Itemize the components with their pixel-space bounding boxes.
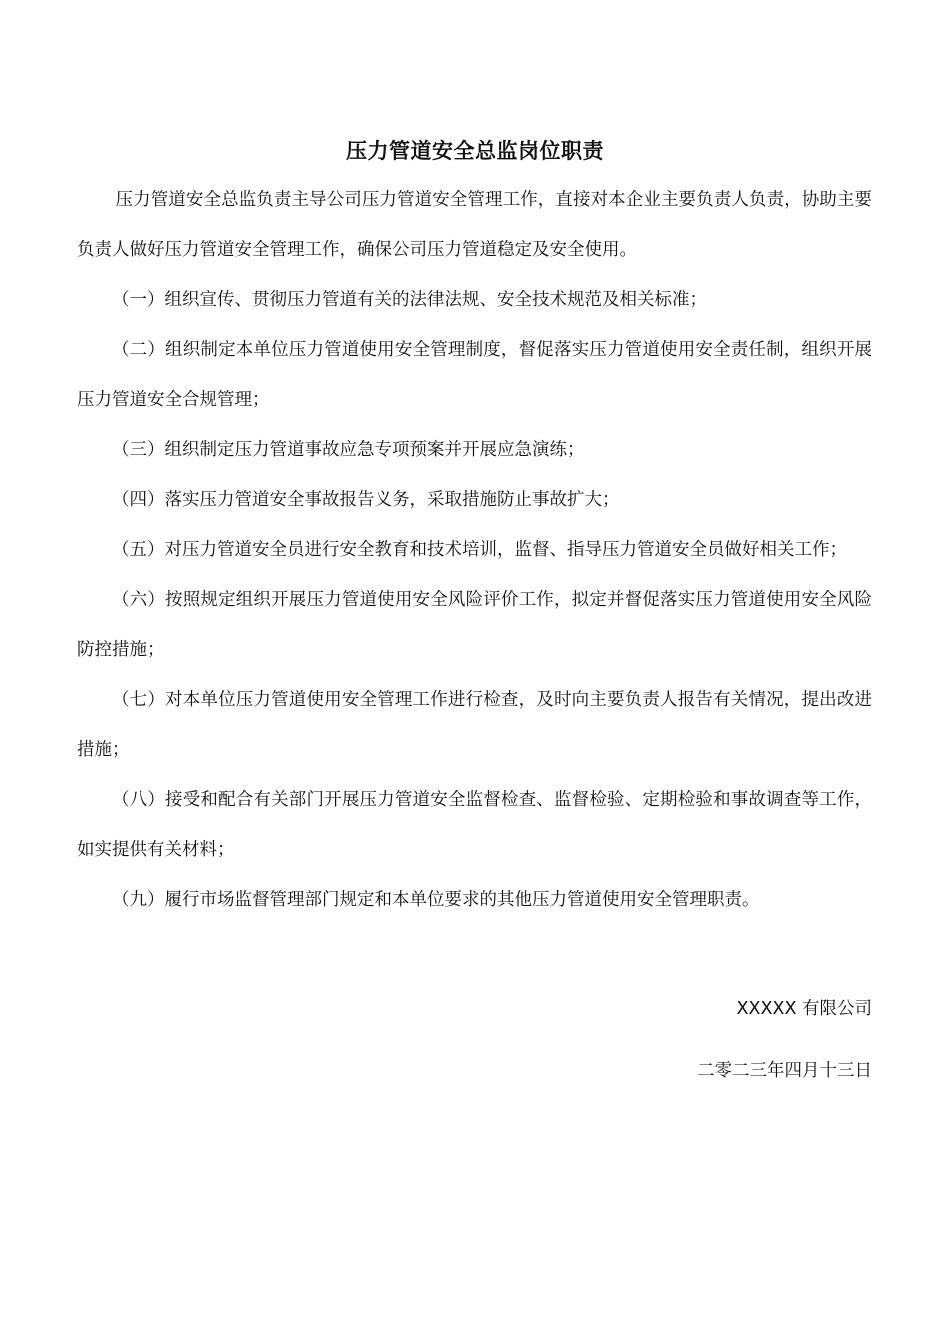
document-date: 二零二三年四月十三日 — [697, 1061, 872, 1081]
duty-item-2: （二）组织制定本单位压力管道使用安全管理制度，督促落实压力管道使用安全责任制，组织开展压力管道安全合规管理； — [77, 340, 872, 410]
duty-item-6: （六）按照规定组织开展压力管道使用安全风险评价工作，拟定并督促落实压力管道使用安全风险防控措施； — [77, 590, 872, 660]
duty-item-3: （三）组织制定压力管道事故应急专项预案并开展应急演练； — [112, 440, 585, 460]
document-body — [77, 175, 872, 925]
intro-paragraph: 压力管道安全总监负责主导公司压力管道安全管理工作，直接对本企业主要负责人负责，协助主要负责人做好压力管道安全管理工作，确保公司压力管道稳定及安全使用。 — [77, 190, 872, 260]
duty-item-4: （四）落实压力管道安全事故报告义务，采取措施防止事故扩大； — [112, 490, 620, 510]
duty-item-5: （五）对压力管道安全员进行安全教育和技术培训，监督、指导压力管道安全员做好相关工作； — [112, 540, 847, 560]
company-name: XXXXX 有限公司 — [736, 999, 872, 1019]
document-title: 压力管道安全总监岗位职责 — [346, 139, 604, 163]
duty-item-1: （一）组织宣传、贯彻压力管道有关的法律法规、安全技术规范及相关标准； — [112, 290, 707, 310]
duty-item-8: （八）接受和配合有关部门开展压力管道安全监督检查、监督检验、定期检验和事故调查等工作，如实提供有关材料； — [77, 790, 872, 860]
duty-item-7: （七）对本单位压力管道使用安全管理工作进行检查，及时向主要负责人报告有关情况，提出改进措施； — [77, 690, 872, 760]
duty-item-9: （九）履行市场监督管理部门规定和本单位要求的其他压力管道使用安全管理职责。 — [112, 890, 760, 910]
